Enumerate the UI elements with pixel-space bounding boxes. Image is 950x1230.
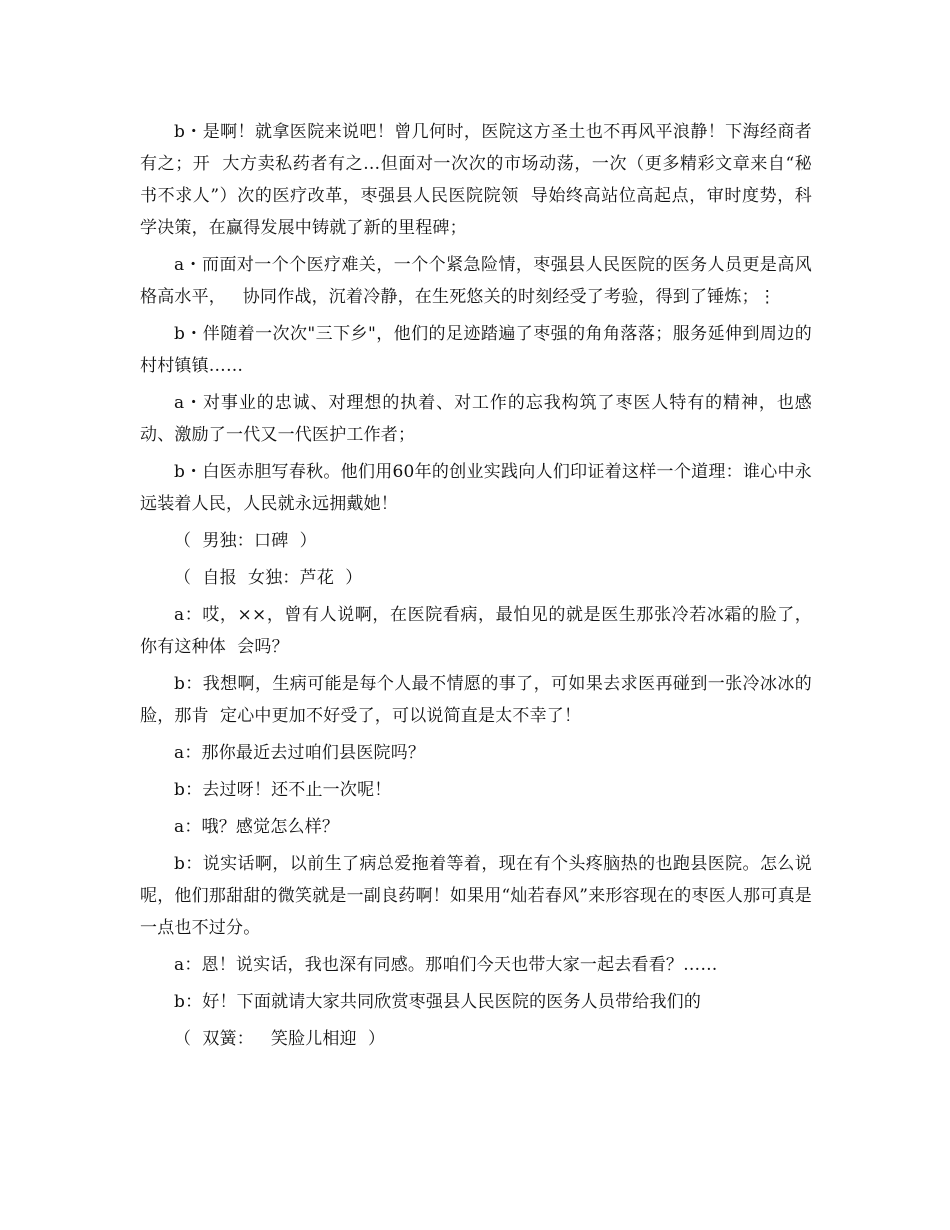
- paragraph-b-hospital-reform: b・是啊！就拿医院来说吧！曾几何时，医院这方圣土也不再风平浪静！下海经商者有之；开 大方卖私药者有之…但面对一次次的市场动荡，一次（更多精彩文章来自“秘书不求人”）次的医疗改革，枣强县人民医院院领 导始终高站位高起点，审时度势，科学决策，在赢得发展中铸就了新的里程碑；: [140, 122, 812, 238]
- stage-direction-female-solo: （ 自报 女独：芦花 ）: [174, 568, 363, 588]
- paragraph-b-three-to-countryside: b・伴随着一次次"三下乡"，他们的足迹踏遍了枣强的角角落落；服务延伸到周边的村村镇镇……: [140, 324, 812, 376]
- dialogue-a-cold-face: a：哎，××，曾有人说啊，在医院看病，最怕见的就是医生那张冷若冰霜的脸了，你有这种体 会吗？: [140, 605, 812, 657]
- document-body: [140, 116, 812, 1060]
- paragraph-a-spirit: a・对事业的忠诚、对理想的执着、对工作的忘我构筑了枣医人特有的精神，也感动、激励了一代又一代医护工作者；: [140, 393, 812, 445]
- paragraph-b-sixty-years: b・白医赤胆写春秋。他们用60年的创业实践向人们印证着这样一个道理：谁心中永远装着人民，人民就永远拥戴她！: [140, 462, 812, 514]
- dialogue-b-more-than-once: b：去过呀！还不止一次呢！: [174, 780, 392, 800]
- dialogue-a-visited: a：那你最近去过咱们县医院吗？: [174, 743, 426, 763]
- stage-direction-male-solo: （ 男独：口碑 ）: [174, 531, 317, 551]
- dialogue-b-sweet-smile: b：说实话啊，以前生了病总爱拖着等着，现在有个头疼脑热的也跑县医院。怎么说呢，他们那甜甜的微笑就是一副良药啊！如果用“灿若春风”来形容现在的枣医人那可真是一点也不过分。: [140, 854, 812, 938]
- dialogue-a-how-was-it: a：哦？感觉怎么样？: [174, 817, 340, 837]
- dialogue-b-unfortunate: b：我想啊，生病可能是每个人最不情愿的事了，可如果去求医再碰到一张冷冰冰的脸，那肯 定心中更加不好受了，可以说简直是太不幸了！: [140, 674, 812, 726]
- dialogue-b-introduce: b：好！下面就请大家共同欣赏枣强县人民医院的医务人员带给我们的: [174, 992, 702, 1012]
- dialogue-a-agree: a：恩！说实话，我也深有同感。那咱们今天也带大家一起去看看？……: [174, 955, 718, 975]
- stage-direction-double-act: （ 双簧： 笑脸儿相迎 ）: [174, 1029, 386, 1049]
- paragraph-a-medical-challenges: a・而面对一个个医疗难关，一个个紧急险情，枣强县人民医院的医务人员更是高风格高水平， 协同作战，沉着冷静，在生死悠关的时刻经受了考验，得到了锤炼；⋮: [140, 255, 812, 307]
